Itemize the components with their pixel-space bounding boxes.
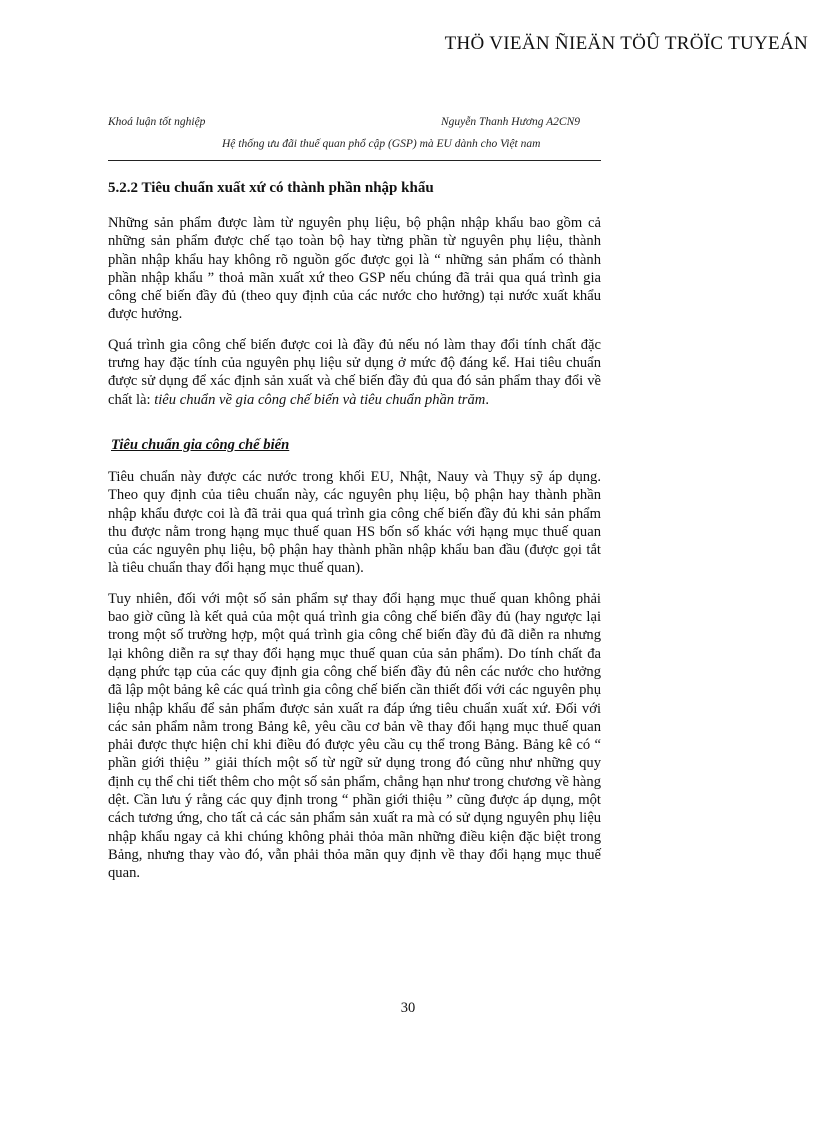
paragraph-2-italic: tiêu chuẩn về gia công chế biến và tiêu chuẩn phần trăm — [154, 391, 486, 408]
paragraph-2-end: . — [485, 391, 489, 408]
header-divider — [108, 160, 601, 161]
paragraph-2-text: Quá trình gia công chế biến được coi là đầy đủ nếu nó làm thay đổi tính chất đặc trưng hay đặc tính của nguyên phụ liệu sử dụng ở mức độ đáng kể. Hai tiêu chuẩn được sử dụng để xác định sản xuất và chế biến đầy đủ qua đó sản phẩm thay đổi về chất là: — [108, 336, 601, 408]
paragraph-2 — [108, 336, 601, 409]
page-number-value: 30 — [400, 1000, 416, 1016]
page-number — [0, 1000, 816, 1017]
section-heading: 5.2.2 Tiêu chuẩn xuất xứ có thành phần nhập khẩu — [108, 180, 434, 196]
watermark-banner: THÖ VIEÄN ÑIEÄN TÖÛ TRÖÏC TUYEÁN — [444, 33, 808, 54]
header-author: Nguyễn Thanh Hương A2CN9 — [441, 116, 581, 128]
subheading: Tiêu chuẩn gia công chế biến — [111, 436, 290, 453]
paragraph-3: Tiêu chuẩn này được các nước trong khối EU, Nhật, Nauy và Thụy sỹ áp dụng. Theo quy định của tiêu chuẩn này, các nguyên phụ liệu, bộ phận hay thành phần nhập khẩu được coi là đã trải qua quá trình gia công chế biến đầy đủ khi sản phẩm thu được nằm trong hạng mục thuế quan HS bốn số khác với hạng mục thuế quan của các nguyên phụ liệu, bộ phận hay thành phần nhập khẩu ban đầu (được gọi tắt là tiêu chuẩn thay đổi hạng mục thuế quan). — [108, 468, 601, 577]
paragraph-1: Những sản phẩm được làm từ nguyên phụ liệu, bộ phận nhập khẩu bao gồm cả những sản phẩm được chế tạo toàn bộ hay từng phần từ nguyên phụ liệu, thành phần nhập khẩu hay không rõ nguồn gốc được gọi là “ những sản phẩm có thành phần nhập khẩu ” thoả mãn xuất xứ theo GSP nếu chúng đã trải qua quá trình gia công chế biến đầy đủ (theo quy định của các nước cho hưởng) tại nước xuất khẩu được hưởng. — [108, 215, 601, 323]
paragraph-4: Tuy nhiên, đối với một số sản phẩm sự thay đổi hạng mục thuế quan không phải bao giờ cũng là kết quả của một quá trình gia công chế biến đầy đủ (hay ngược lại trong một số trường hợp, một quá trình gia công chế biến đầy đủ đã diễn ra nhưng lại không diễn ra sự thay đổi hạng mục thuế quan của sản phẩm). Do tính chất đa dạng phức tạp của các quy định gia công chế biến đầy đủ nên các nước cho hưởng đã lập một bảng kê các quá trình gia công chế biến cần thiết đối với các nguyên phụ liệu nhập khẩu để sản phẩm được sản xuất ra đáp ứng tiêu chuẩn xuất xứ. Đối với các sản phẩm nằm trong Bảng kê, yêu cầu cơ bản về thay đổi hạng mục thuế quan phải được thực hiện chỉ khi điều đó được yêu cầu cụ thể trong Bảng. Bảng kê có “ phần giới thiệu ” giải thích một số từ ngữ sử dụng trong đó cũng như những quy định cụ thể chi tiết thêm cho một số sản phẩm, chẳng hạn như trong chương về hàng dệt. Cần lưu ý rằng các quy định trong “ phần giới thiệu ” cũng được áp dụng, một cách tương ứng, cho tất cả các sản phẩm sản xuất ra mà có sử dụng nguyên phụ liệu nhập khẩu ngay cả khi chúng không phải thỏa mãn những điều kiện đặc biệt trong Bảng, nhưng thay vào đó, vẫn phải thỏa mãn quy định về thay đổi hạng mục thuế quan. — [108, 590, 601, 882]
header-thesis-label: Khoá luận tốt nghiệp — [108, 116, 206, 128]
header-subtitle: Hệ thống ưu đãi thuế quan phổ cập (GSP) mà EU dành cho Việt nam — [222, 138, 541, 150]
document-body — [108, 180, 601, 895]
